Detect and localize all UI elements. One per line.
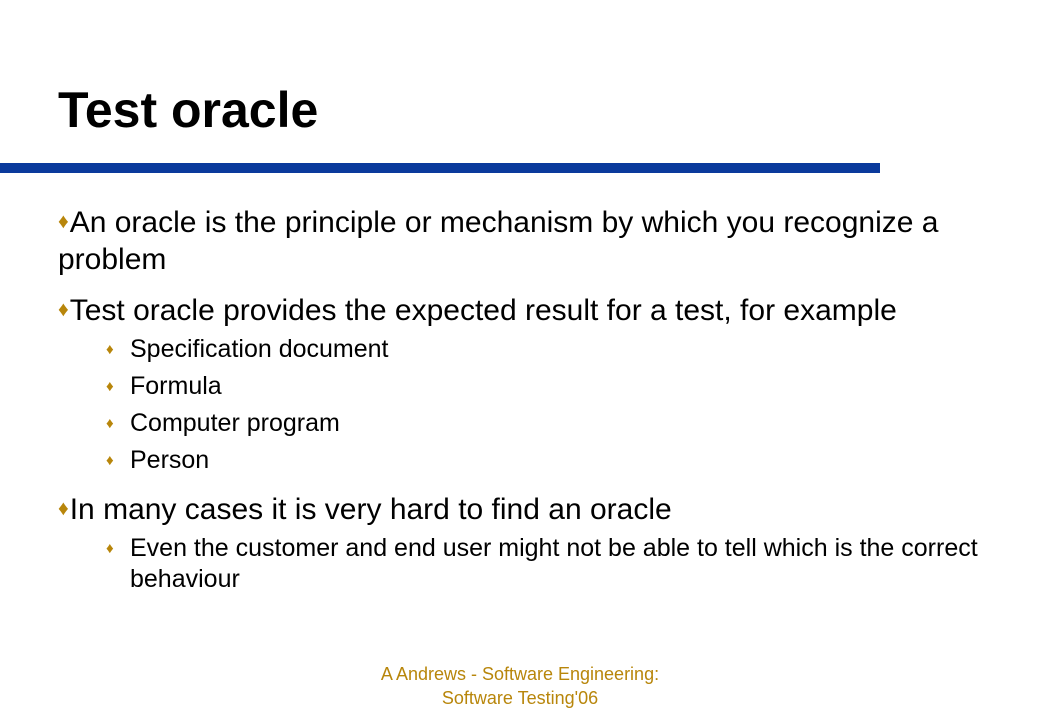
sub-bullet-text: Formula [130,372,222,400]
diamond-bullet-icon: ♦ [106,540,114,557]
bullet-item [58,203,988,278]
bullet-item [58,291,988,329]
bullet-item [58,490,988,528]
diamond-bullet-icon: ♦ [106,341,114,358]
slide-footer [320,662,720,710]
sub-bullet-text: Person [130,446,210,474]
diamond-bullet-icon: ♦ [106,452,114,469]
bullet-text: An oracle is the principle or mechanism by which you recognize a problem [58,206,939,276]
diamond-bullet-icon: ♦ [106,378,114,395]
sub-bullet-text: Specification document [130,335,389,363]
sub-bullet-text: Computer program [130,409,340,437]
slide-title: Test oracle [58,82,319,138]
diamond-bullet-icon: ♦ [106,415,114,432]
sub-bullet-list [58,334,988,476]
sub-bullet-item [58,445,988,476]
footer-line: A Andrews - Software Engineering: [380,664,660,684]
sub-bullet-item [58,334,988,365]
sub-bullet-list [58,533,988,595]
diamond-bullet-icon: ♦ [58,298,69,321]
sub-bullet-item [58,371,988,402]
bullet-text: Test oracle provides the expected result for a test, for example [69,294,897,327]
diamond-bullet-icon: ♦ [58,210,69,233]
bullet-list [58,203,988,609]
bullet-text: In many cases it is very hard to find an oracle [69,493,672,526]
footer-line: Software Testing'06 [441,688,599,708]
sub-bullet-text: Even the customer and end user might not be able to tell which is the correct behaviour [130,534,978,593]
title-underline-bar [0,163,880,173]
sub-bullet-item [58,408,988,439]
diamond-bullet-icon: ♦ [58,497,69,520]
sub-bullet-item [58,533,988,595]
